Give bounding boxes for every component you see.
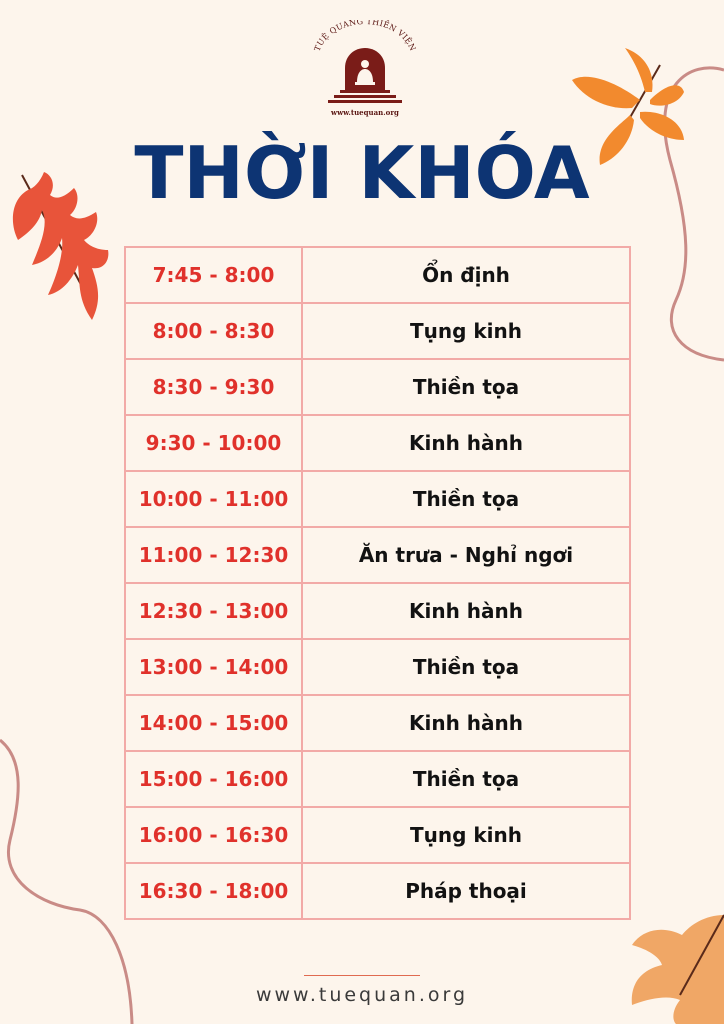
schedule-table (124, 246, 631, 920)
table-row (125, 359, 630, 415)
table-row (125, 807, 630, 863)
table-row (125, 639, 630, 695)
time-cell: 8:00 - 8:30 (125, 303, 302, 359)
table-row (125, 583, 630, 639)
left-vine (0, 740, 132, 1024)
table-row (125, 471, 630, 527)
table-row (125, 527, 630, 583)
time-cell: 8:30 - 9:30 (125, 359, 302, 415)
time-cell: 14:00 - 15:00 (125, 695, 302, 751)
activity-cell: Kinh hành (302, 695, 630, 751)
time-cell: 12:30 - 13:00 (125, 583, 302, 639)
time-cell: 16:00 - 16:30 (125, 807, 302, 863)
page-title: THỜI KHÓA (134, 131, 590, 215)
logo-url: www.tuequan.org (331, 108, 399, 117)
time-cell: 10:00 - 11:00 (125, 471, 302, 527)
activity-cell: Thiền tọa (302, 639, 630, 695)
activity-cell: Pháp thoại (302, 863, 630, 919)
time-cell: 15:00 - 16:00 (125, 751, 302, 807)
time-cell: 16:30 - 18:00 (125, 863, 302, 919)
activity-cell: Tụng kinh (302, 807, 630, 863)
activity-cell: Ổn định (302, 247, 630, 303)
table-row (125, 247, 630, 303)
temple-logo (310, 20, 420, 125)
activity-cell: Thiền tọa (302, 751, 630, 807)
time-cell: 7:45 - 8:00 (125, 247, 302, 303)
table-row (125, 695, 630, 751)
table-row (125, 415, 630, 471)
buddha-temple-icon (310, 20, 420, 108)
activity-cell: Thiền tọa (302, 359, 630, 415)
table-row (125, 751, 630, 807)
activity-cell: Kinh hành (302, 583, 630, 639)
peach-leaf-icon (632, 915, 724, 1024)
activity-cell: Tụng kinh (302, 303, 630, 359)
activity-cell: Thiền tọa (302, 471, 630, 527)
table-row (125, 863, 630, 919)
table-row (125, 303, 630, 359)
time-cell: 11:00 - 12:30 (125, 527, 302, 583)
time-cell: 9:30 - 10:00 (125, 415, 302, 471)
activity-cell: Ăn trưa - Nghỉ ngơi (302, 527, 630, 583)
time-cell: 13:00 - 14:00 (125, 639, 302, 695)
logo-arc-text: TUỆ QUANG THIỀN VIỆN (312, 20, 418, 53)
footer-url: www.tuequan.org (255, 984, 469, 1006)
footer-divider (304, 975, 420, 976)
activity-cell: Kinh hành (302, 415, 630, 471)
